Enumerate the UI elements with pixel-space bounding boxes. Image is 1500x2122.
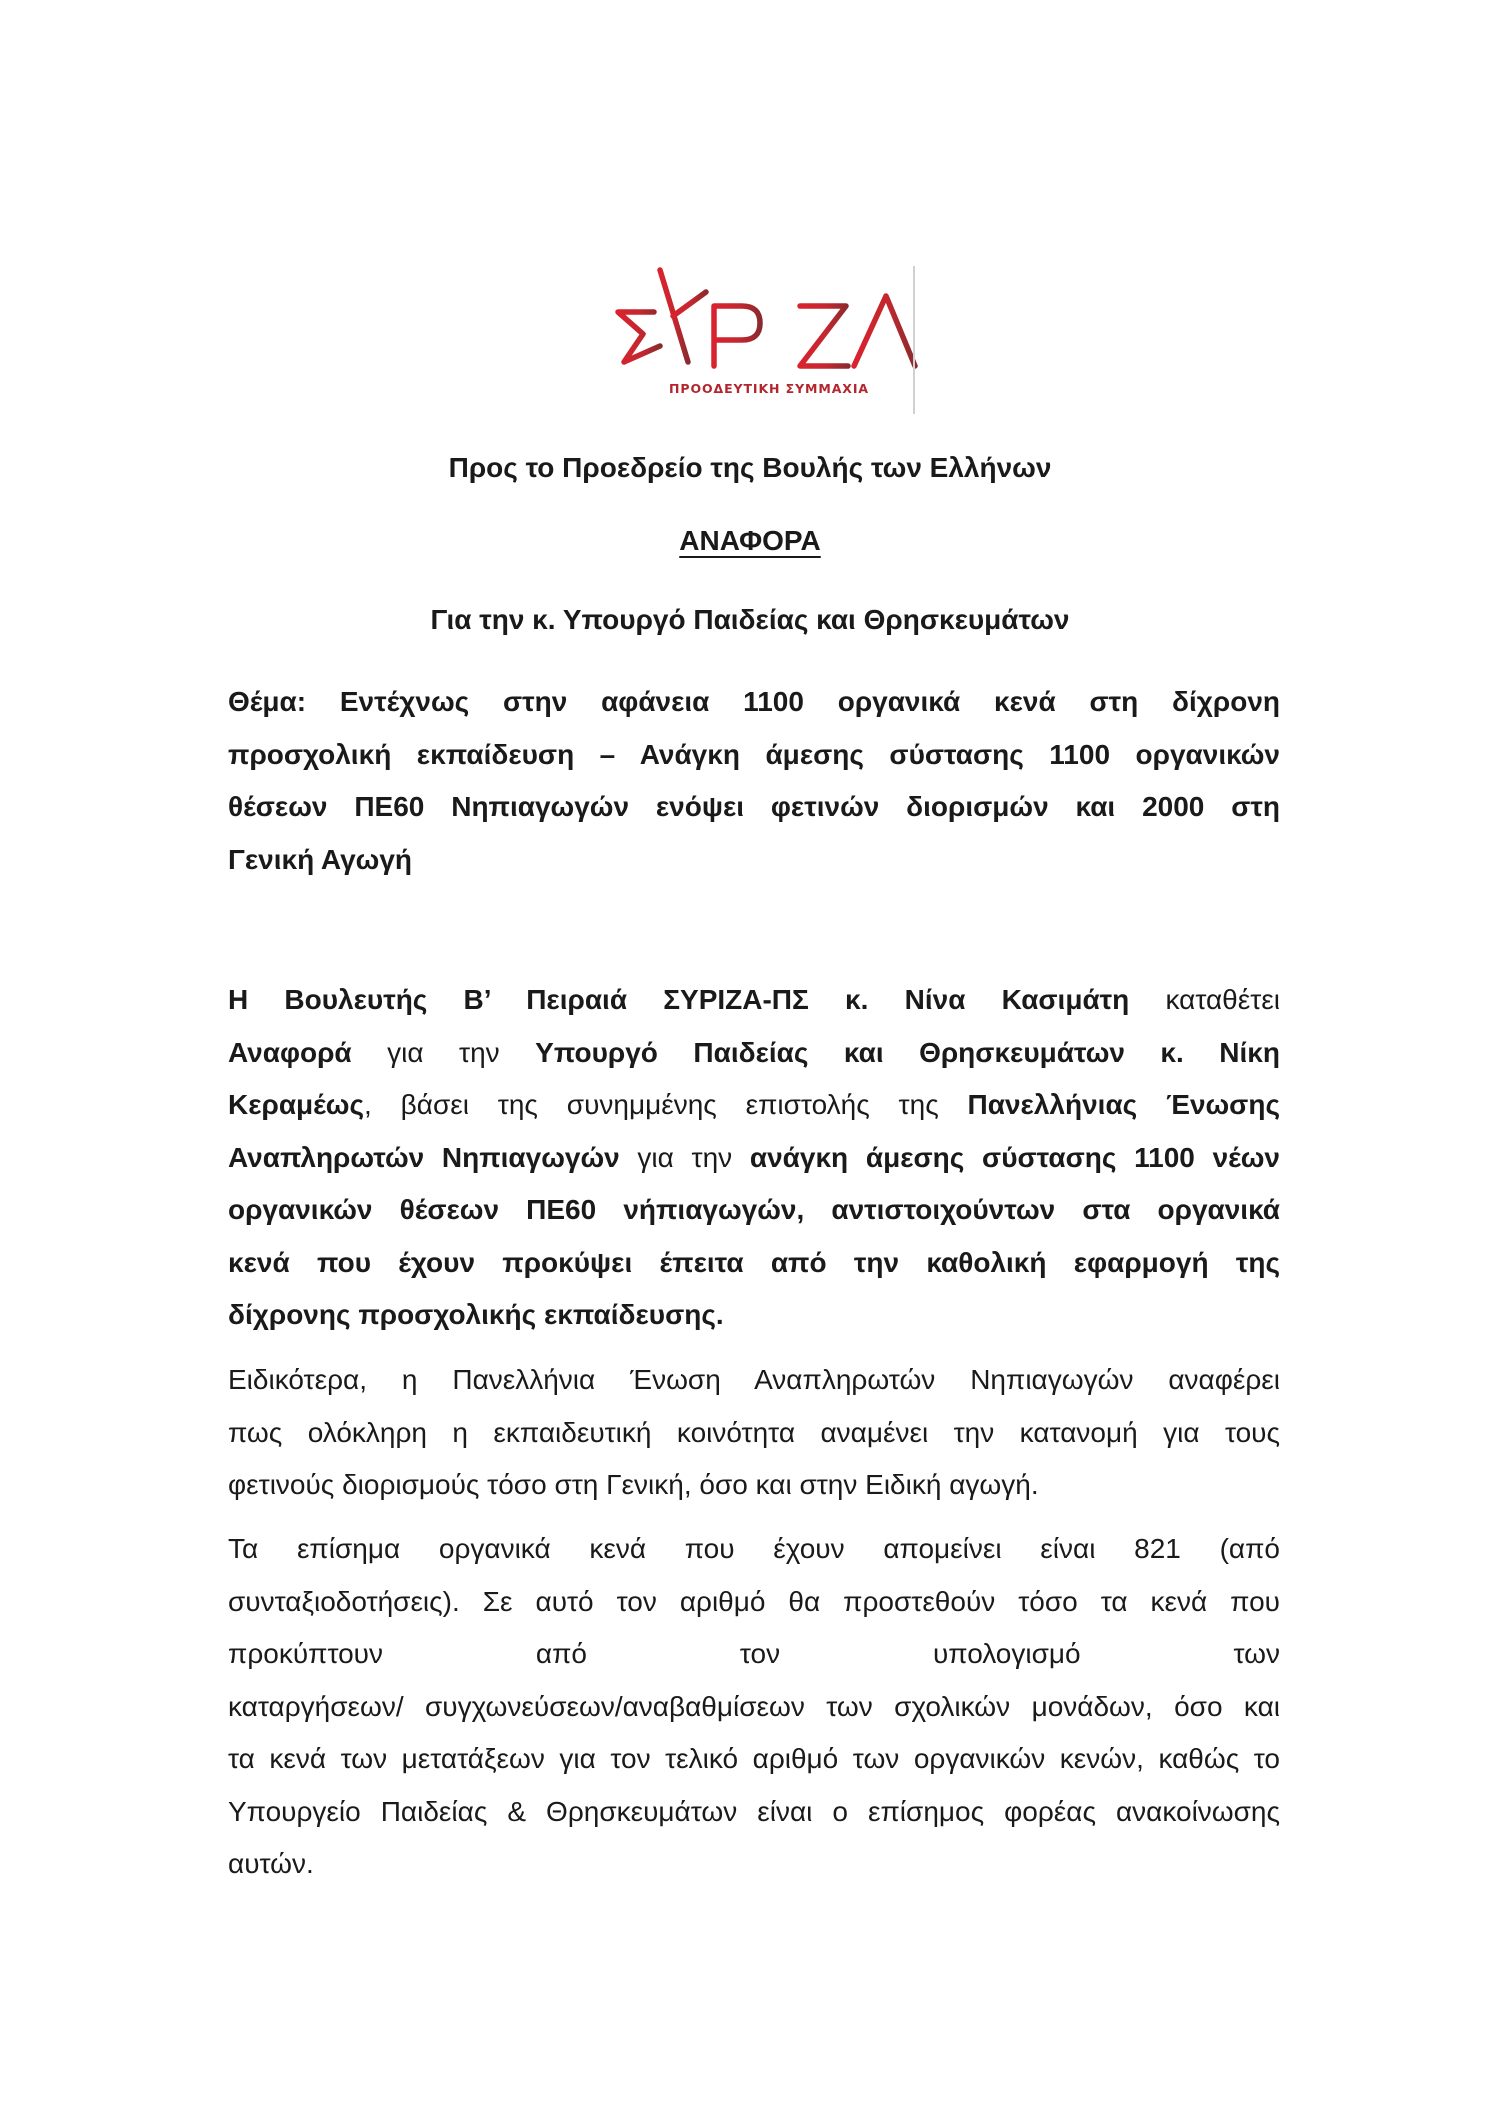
paragraph-line: καταργήσεων/ συγχωνεύσεων/αναβαθμίσεων των σχολικών μονάδων, όσο και	[228, 1690, 1280, 1722]
bold-text: Η Βουλευτής Β’ Πειραιά ΣΥΡΙΖΑ-ΠΣ κ. Νίνα Κασιμάτη	[228, 984, 1130, 1015]
recipient-heading: Για την κ. Υπουργό Παιδείας και Θρησκευμάτων	[430, 604, 1070, 635]
paragraph-line: προκύπτουν από τον υπολογισμό των	[228, 1638, 1280, 1669]
paragraph-intro	[228, 974, 1280, 1342]
paragraph-line	[228, 1132, 1280, 1185]
paragraph-line: φετινούς διορισμούς τόσο στη Γενική, όσο και στην Ειδική αγωγή.	[228, 1469, 1039, 1500]
subject-line: θέσεων ΠΕ60 Νηπιαγωγών ενόψει φετινών διορισμών και 2000 στη	[228, 791, 1280, 822]
bold-text: Πανελλήνιας Ένωσης	[967, 1089, 1280, 1120]
syriza-logo-icon	[610, 262, 920, 382]
paragraph-line	[228, 974, 1280, 1027]
paragraph-line	[228, 1079, 1280, 1132]
regular-text: για την	[637, 1141, 733, 1173]
regular-text: για την	[387, 1036, 500, 1068]
paragraph-line: Τα επίσημα οργανικά κενά που έχουν απομείνει είναι 821 (από	[228, 1533, 1280, 1564]
paragraph-line: οργανικών θέσεων ΠΕ60 νήπιαγωγών, αντιστοιχούντων στα οργανικά	[228, 1194, 1280, 1225]
paragraph-line: κενά που έχουν προκύψει έπειτα από την καθολική εφαρμογή της	[228, 1246, 1280, 1278]
paragraph-line: πως ολόκληρη η εκπαιδευτική κοινότητα αναμένει την κατανομή για τους	[228, 1416, 1280, 1448]
bold-text: Κεραμέως	[228, 1089, 365, 1120]
subject-line: Θέμα: Εντέχνως στην αφάνεια 1100 οργανικά κενά στη δίχρονη	[228, 686, 1280, 717]
paragraph-line	[228, 1027, 1280, 1080]
regular-text: καταθέτει	[1165, 984, 1280, 1015]
logo-subtitle: ΠΡΟΟΔΕΥΤΙΚΗ ΣΥΜΜΑΧΙΑ	[669, 381, 869, 396]
paragraph-line: τα κενά των μετατάξεων για τον τελικό αριθμό των οργανικών κενών, καθώς το	[228, 1743, 1280, 1774]
subject-line: Γενική Αγωγή	[228, 843, 413, 875]
bold-text: Αναπληρωτών Νηπιαγωγών	[228, 1141, 620, 1173]
paragraph-line: συνταξιοδοτήσεις). Σε αυτό τον αριθμό θα προστεθούν τόσο τα κενά που	[228, 1585, 1280, 1617]
logo-divider	[913, 266, 915, 414]
paragraph-line: Ειδικότερα, η Πανελλήνια Ένωση Αναπληρωτών Νηπιαγωγών αναφέρει	[228, 1364, 1280, 1395]
regular-text: , βάσει της συνημμένης επιστολής της	[364, 1089, 939, 1120]
document-type-heading: ΑΝΑΦΟΡΑ	[679, 525, 821, 556]
subject-line: προσχολική εκπαίδευση – Ανάγκη άμεσης σύστασης 1100 οργανικών	[228, 738, 1280, 770]
bold-text: ανάγκη άμεσης σύστασης 1100 νέων	[749, 1141, 1280, 1173]
syriza-logo	[610, 262, 920, 412]
paragraph-details	[228, 1354, 1280, 1512]
bold-text: Αναφορά	[228, 1036, 352, 1068]
bold-text: Υπουργό Παιδείας και Θρησκευμάτων κ. Νίκη	[535, 1036, 1281, 1068]
paragraph-vacancies	[228, 1523, 1280, 1891]
paragraph-line: δίχρονης προσχολικής εκπαίδευσης.	[228, 1299, 724, 1330]
paragraph-line: αυτών.	[228, 1848, 314, 1879]
paragraph-line: Υπουργείο Παιδείας & Θρησκευμάτων είναι ο επίσημος φορέας ανακοίνωσης	[228, 1795, 1280, 1827]
addressee-heading: Προς το Προεδρείο της Βουλής των Ελλήνων	[448, 452, 1052, 483]
subject-block	[228, 676, 1280, 886]
